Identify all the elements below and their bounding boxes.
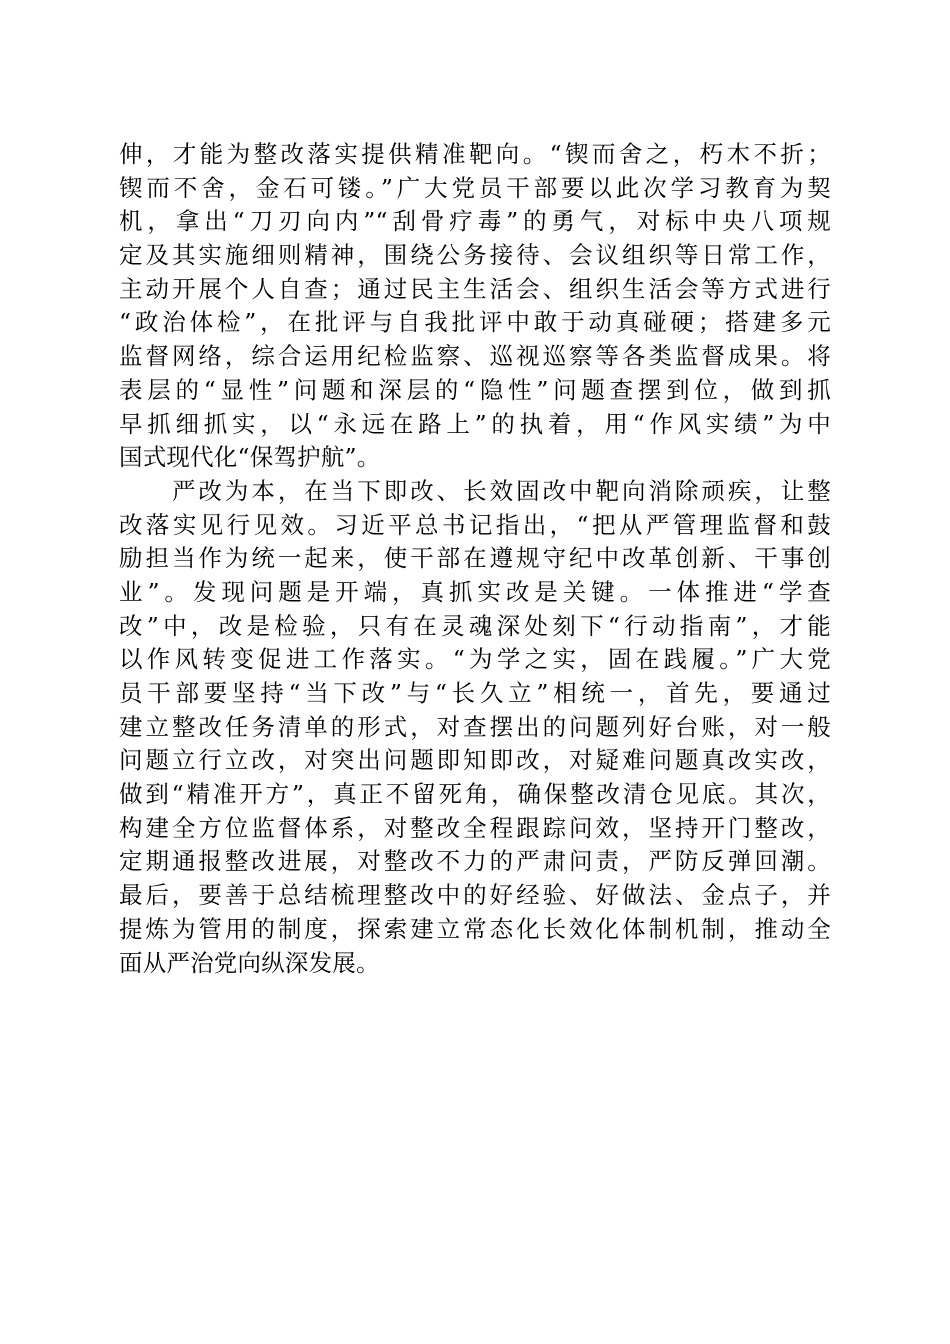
text-line: 早抓细抓实，以“永远在路上”的执着，用“作风实绩”为中 [119,409,831,438]
text-line: 锲而不舍，金石可镂。”广大党员干部要以此次学习教育为契 [119,173,831,202]
text-line: “政治体检”，在批评与自我批评中敢于动真碰硬；搭建多元 [119,308,831,337]
text-line: 提炼为管用的制度，探索建立常态化长效化体制机制，推动全 [119,914,831,943]
text-line: 面从严治党向纵深发展。 [119,948,380,977]
text-line: 表层的“显性”问题和深层的“隐性”问题查摆到位，做到抓 [119,375,831,404]
text-line: 励担当作为统一起来，使干部在遵规守纪中改革创新、干事创 [119,544,831,573]
body-text [119,138,831,980]
text-line: 伸，才能为整改落实提供精准靶向。“锲而舍之，朽木不折； [119,140,831,168]
text-line: 问题立行立改，对突出问题即知即改，对疑难问题真改实改， [119,746,831,775]
text-line: 做到“精准开方”，真正不留死角，确保整改清仓见底。其次， [119,780,831,809]
text-line: 国式现代化“保驾护航”。 [119,443,381,472]
text-line: 建立整改任务清单的形式，对查摆出的问题列好台账，对一般 [119,712,831,741]
text-line: 最后，要善于总结梳理整改中的好经验、好做法、金点子，并 [119,881,831,910]
text-line: 主动开展个人自查；通过民主生活会、组织生活会等方式进行 [119,274,831,303]
text-line: 严改为本，在当下即改、长效固改中靶向消除顽疾，让整 [119,476,831,505]
text-line: 定及其实施细则精神，围绕公务接待、会议组织等日常工作， [119,241,831,270]
text-line: 员干部要坚持“当下改”与“长久立”相统一，首先，要通过 [119,679,831,707]
text-line: 定期通报整改进展，对整改不力的严肃问责，严防反弹回潮。 [119,847,831,876]
text-line: 构建全方位监督体系，对整改全程跟踪问效，坚持开门整改， [119,813,831,842]
text-line: 以作风转变促进工作落实。“为学之实，固在践履。”广大党 [119,645,831,674]
text-line: 监督网络，综合运用纪检监察、巡视巡察等各类监督成果。将 [119,342,831,371]
text-line: 改落实见行见效。习近平总书记指出，“把从严管理监督和鼓 [119,510,831,539]
text-line: 改”中，改是检验，只有在灵魂深处刻下“行动指南”，才能 [119,611,831,640]
text-line: 机，拿出“刀刃向内”“刮骨疗毒”的勇气，对标中央八项规 [119,207,831,236]
text-line: 业”。发现问题是开端，真抓实改是关键。一体推进“学查 [119,577,831,606]
